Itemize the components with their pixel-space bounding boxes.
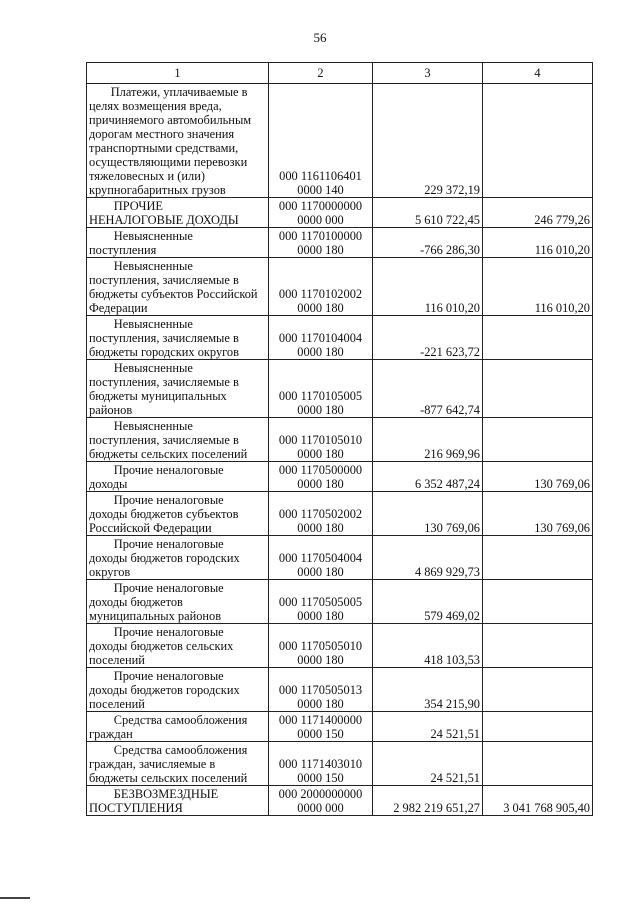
table-row	[87, 198, 593, 228]
row-value-col4	[483, 316, 593, 360]
budget-table	[86, 62, 593, 816]
row-value-col4: 130 769,06	[483, 492, 593, 536]
row-name-cell	[87, 228, 269, 258]
table-row	[87, 668, 593, 712]
row-name-cell	[87, 668, 269, 712]
header-cell-name: 1	[87, 63, 269, 84]
page-edge-mark	[0, 897, 30, 899]
row-value-col3: 6 352 487,24	[373, 462, 483, 492]
row-value-col4: 246 779,26	[483, 198, 593, 228]
row-name: Прочие неналоговые доходы бюджетов муниципальных районов	[89, 581, 224, 623]
row-code: 000 1170104004 0000 180	[269, 316, 373, 360]
row-code: 000 1170105005 0000 180	[269, 360, 373, 418]
row-name-cell	[87, 536, 269, 580]
row-name-cell	[87, 462, 269, 492]
row-value-col3: 2 982 219 651,27	[373, 786, 483, 816]
row-name: БЕЗВОЗМЕЗДНЫЕ ПОСТУПЛЕНИЯ	[89, 787, 219, 815]
row-name: Невыясненные поступления, зачисляемые в бюджеты городских округов	[89, 317, 239, 359]
row-name: Средства самообложения граждан, зачисляемые в бюджеты сельских поселений	[89, 743, 248, 785]
row-name: Платежи, уплачиваемые в целях возмещения вреда, причиняемого автомобильным дорогам местного значения транспортными средствами, осуществляющими перевозки тяжеловесных и (или) крупногабаритных грузов	[89, 85, 252, 197]
row-name-cell	[87, 786, 269, 816]
table-row	[87, 360, 593, 418]
row-name: Прочие неналоговые доходы бюджетов городских округов	[89, 537, 240, 579]
row-value-col3: 579 469,02	[373, 580, 483, 624]
table-row	[87, 580, 593, 624]
row-code: 000 1170105010 0000 180	[269, 418, 373, 462]
table-row	[87, 418, 593, 462]
row-value-col3: 5 610 722,45	[373, 198, 483, 228]
table-row	[87, 316, 593, 360]
row-value-col4	[483, 418, 593, 462]
row-name: Средства самообложения граждан	[89, 713, 248, 741]
header-cell-value-3: 3	[373, 63, 483, 84]
row-code: 000 1170102002 0000 180	[269, 258, 373, 316]
row-code: 000 1170505010 0000 180	[269, 624, 373, 668]
row-value-col4	[483, 712, 593, 742]
row-value-col4	[483, 580, 593, 624]
row-code: 000 1170500000 0000 180	[269, 462, 373, 492]
row-name: Невыясненные поступления, зачисляемые в бюджеты сельских поселений	[89, 419, 248, 461]
row-value-col3: 130 769,06	[373, 492, 483, 536]
row-name-cell	[87, 198, 269, 228]
row-name: Прочие неналоговые доходы бюджетов сельских поселений	[89, 625, 234, 667]
row-code: 000 1161106401 0000 140	[269, 84, 373, 198]
row-name: Прочие неналоговые доходы	[89, 463, 224, 491]
row-code: 000 1171400000 0000 150	[269, 712, 373, 742]
table-row	[87, 492, 593, 536]
row-value-col3: -877 642,74	[373, 360, 483, 418]
row-value-col3: 116 010,20	[373, 258, 483, 316]
row-name-cell	[87, 742, 269, 786]
table-row	[87, 712, 593, 742]
row-value-col4: 116 010,20	[483, 258, 593, 316]
table-row	[87, 742, 593, 786]
row-value-col4	[483, 742, 593, 786]
row-code: 000 1171403010 0000 150	[269, 742, 373, 786]
row-value-col3: 354 215,90	[373, 668, 483, 712]
page-number: 56	[313, 30, 327, 45]
table-row	[87, 84, 593, 198]
row-value-col4: 3 041 768 905,40	[483, 786, 593, 816]
row-name: Невыясненные поступления	[89, 229, 193, 257]
row-value-col3: 216 969,96	[373, 418, 483, 462]
table-row	[87, 786, 593, 816]
row-name-cell	[87, 360, 269, 418]
row-value-col4	[483, 84, 593, 198]
row-value-col3: 24 521,51	[373, 712, 483, 742]
row-code: 000 1170000000 0000 000	[269, 198, 373, 228]
row-value-col4: 116 010,20	[483, 228, 593, 258]
row-name: Прочие неналоговые доходы бюджетов городских поселений	[89, 669, 240, 711]
row-code: 000 1170505005 0000 180	[269, 580, 373, 624]
row-code: 000 1170504004 0000 180	[269, 536, 373, 580]
row-name: ПРОЧИЕ НЕНАЛОГОВЫЕ ДОХОДЫ	[89, 199, 239, 227]
row-value-col3: 24 521,51	[373, 742, 483, 786]
row-code: 000 2000000000 0000 000	[269, 786, 373, 816]
row-name-cell	[87, 492, 269, 536]
table-row	[87, 228, 593, 258]
row-name: Невыясненные поступления, зачисляемые в бюджеты субъектов Российской Федерации	[89, 259, 258, 315]
row-code: 000 1170100000 0000 180	[269, 228, 373, 258]
budget-table-body	[87, 63, 593, 816]
row-name-cell	[87, 418, 269, 462]
table-row	[87, 624, 593, 668]
row-value-col4	[483, 360, 593, 418]
header-cell-value-4: 4	[483, 63, 593, 84]
row-value-col3: 418 103,53	[373, 624, 483, 668]
row-name-cell	[87, 84, 269, 198]
row-name-cell	[87, 624, 269, 668]
row-code: 000 1170502002 0000 180	[269, 492, 373, 536]
row-name-cell	[87, 580, 269, 624]
row-value-col4: 130 769,06	[483, 462, 593, 492]
row-code: 000 1170505013 0000 180	[269, 668, 373, 712]
row-value-col4	[483, 668, 593, 712]
row-name-cell	[87, 258, 269, 316]
row-value-col4	[483, 624, 593, 668]
table-row	[87, 462, 593, 492]
row-value-col3: -221 623,72	[373, 316, 483, 360]
row-name: Прочие неналоговые доходы бюджетов субъектов Российской Федерации	[89, 493, 239, 535]
row-value-col3: 229 372,19	[373, 84, 483, 198]
row-name: Невыясненные поступления, зачисляемые в бюджеты муниципальных районов	[89, 361, 239, 417]
header-cell-code: 2	[269, 63, 373, 84]
header-row	[87, 63, 593, 84]
row-value-col3: 4 869 929,73	[373, 536, 483, 580]
table-row	[87, 258, 593, 316]
row-value-col3: -766 286,30	[373, 228, 483, 258]
table-row	[87, 536, 593, 580]
row-value-col4	[483, 536, 593, 580]
row-name-cell	[87, 316, 269, 360]
row-name-cell	[87, 712, 269, 742]
